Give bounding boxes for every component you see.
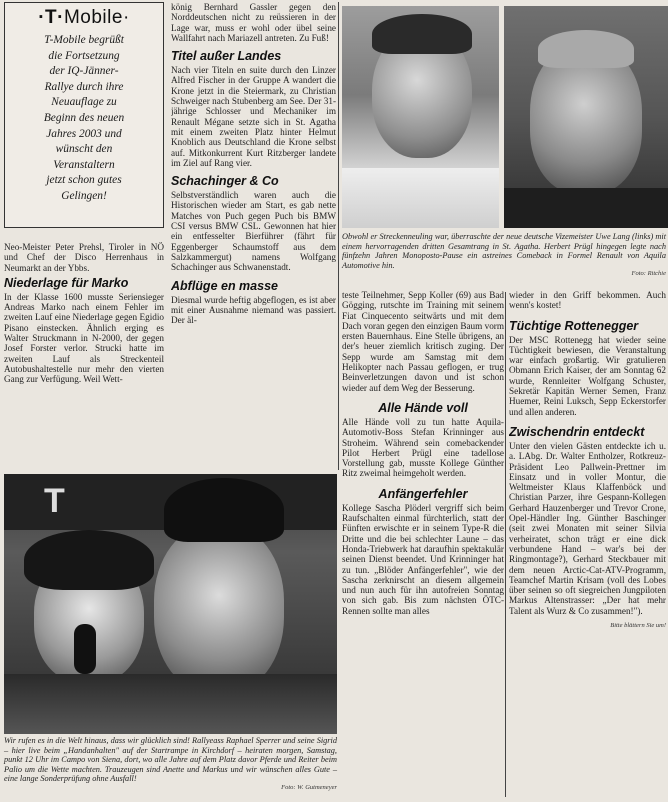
article-paragraph: Selbstverständlich waren auch die Historischen wieder am Start, es gab nette Matches von Puch gegen Puch bis BMW CSI versus BMW CSL. Gewonnen hat hier ein entfesselter Bierführer (fährt für Eggenberger Schaumstoff aus dem Salzkammergut) namens Wolfgang Schachinger aus Schwanenstadt. — [171, 190, 336, 273]
photo-uwe-lang — [342, 6, 499, 228]
article-paragraph: Unter den vielen Gästen entdeckte ich u. a. LAbg. Dr. Walter Entholzer, Rotkreuz-Präsident Leo Pallwein-Prettner im Einsatz und in voller Montur, die Weltmeister Klaus Klaffenböck und Christian Parzer, ihre Gespann-Kollegen Gerhard Hauzenberger und Trevor Crone, Opel-Händler Ing. Günther Baschinger (seit zwei Monaten mit seiner Silvia verheiratet, schon trägt er eine dick verbundene Hand – war's bei der Ringmontage?), Gerhard Steckbauer mit dem neuen Arctic-Cat-ATV-Programm, Teamchef Martin Krisam (voll des Lobes über seinen so oft siegreichen Jungpiloten Markus Altenstrasser: „Der hat mehr Talent als Wurz & Co zusammen!"). — [509, 440, 666, 616]
article-paragraph: teste Teilnehmer, Sepp Koller (69) aus Bad Gögging, rutschte im Training mit seinem Fiat Cinquecento seitwärts und mit dem Dach voran gegen den einzigen Baum vorm ersten Bauernhaus. Eine Stelle übrigens, an der's heuer ziemlich kritisch zuging. Der Sepp wurde am Samstag mit dem Helikopter nach Passau geflogen, er trug Beinverletzungen davon und ist schon wieder auf dem Weg der Besserung. — [342, 290, 504, 393]
article-paragraph: wieder in den Griff bekommen. Auch wenn's kostet! — [509, 290, 666, 311]
tmobile-line: der IQ-Jänner- — [49, 65, 119, 78]
tmobile-line: T-Mobile begrüßt — [44, 34, 124, 46]
tmobile-ad-box — [4, 2, 164, 228]
column-4 — [509, 290, 666, 800]
tmobile-line: jetzt schon gutes — [46, 174, 122, 187]
article-paragraph: Nach vier Titeln en suite durch den Linzer Alfred Fischer in der Gruppe A wandert die Krone jetzt in die Steiermark, zu Christian Schweiger nach Stubenberg am See. Der 31-jährige Schlosser und Mechaniker im Renault Mégane setzte sich in St. Agatha mit einem zweiten Platz hinter Helmut Knoblich aus Deutschland die Krone selbst auf. Mitkonkurrent Kurt Ritzberger landete im Ziel auf Rang vier. — [171, 65, 336, 168]
photo-caption: Wir rufen es in die Welt hinaus, dass wir glücklich sind! Rallyeass Raphael Sperrer und seine Sigrid – hier live beim „Handanhalten" auf der Startrampe in Kirchdorf – heiraten morgen, Samstag, punkt 12 Uhr im Campo von Siena, dort, wo alle Jahre auf dem Platz davor Pferde und Reiter beim Palio um die Wette machten. Trauzeugen sind Anette und Markus und wir wünschen alles Gute – eine lange Sonderprüfung ohne Ausfall! — [4, 736, 337, 784]
photo-credit: Foto: Ritchie — [631, 270, 666, 278]
article-paragraph: In der Klasse 1600 musste Seriensieger Andreas Marko nach einem Fehler im zweiten Lauf eine Niederlage gegen Egidio Pisano einstecken. Ähnlich erging es Walter Struckmann in N-2000, der gegen Josef Forster verlor. Strucki hatte im zweiten Lauf als Streckenteil Autobushaltestelle nur mehr den vierten Gang zur Verfügung. Weil Wett- — [4, 291, 164, 385]
photo-credit: Foto: W. Gutmeneyer — [281, 783, 337, 791]
photo-herbert-pruegl — [504, 6, 668, 228]
headline-alle-haende: Alle Hände voll — [378, 400, 468, 415]
tmobile-message — [9, 33, 159, 205]
photo-caption: Obwohl er Streckenneuling war, überraschte der neue deutsche Vizemeister Uwe Lang (links) mit einem hervorragenden dritten Gesamtrang in St. Agatha. Herbert Prügl hingegen legte nach fünfzehn Jahren Monoposto-Pause ein astreines Comeback in Formel Renault von Aquila Automotive hin. — [342, 232, 666, 270]
article-paragraph: könig Bernhard Gassler gegen den Norddeutschen nicht zu reüssieren in der Lage war, muss er wohl oder übel seine Wallfahrt nach Mariazell antreten. Zu Fuß! — [171, 2, 336, 43]
tmobile-line: Jahres 2003 und — [46, 127, 122, 140]
intro-paragraph: Neo-Meister Peter Prehsl, Tiroler in NÖ und Chef der Disco Herrenhaus in Neumarkt an der Ybbs. — [4, 242, 164, 273]
article-paragraph: Kollege Sascha Plöderl vergriff sich beim Raufschalten einmal fürchterlich, statt der Fünften erwischte er in seinem Type-R die Dritte und die bei schlechter Laune – das Honda-Triebwerk hat daraufhin spektakulär seinen Dienst beendet. Und Krinninger hat zu tun. „Blöder Anfängerfehler", wie der Sascha zerknirscht an diesem allgemein und nun auch für ihn autofreien Sonntag von sich gab. Bis zum nächsten ÖTC-Rennen sollte man alles — [342, 502, 504, 616]
tmobile-line: Gelingen! — [61, 189, 107, 202]
top-photo-caption-block — [342, 232, 666, 277]
headline-tuechtige: Tüchtige Rottenegger — [509, 318, 639, 333]
tmobile-line: Rallye durch ihre — [44, 80, 124, 93]
headline-titel: Titel außer Landes — [171, 49, 282, 64]
column-3 — [342, 290, 504, 800]
headline-schachinger: Schachinger & Co — [171, 174, 279, 189]
column-2 — [171, 2, 336, 472]
tmobile-line: Beginn des neuen — [43, 111, 125, 124]
tmobile-line: Neuauflage zu — [51, 96, 117, 109]
article-paragraph: Alle Hände voll zu tun hatte Aquila-Automotiv-Boss Stefan Krinninger aus Stroheim. Während sein comebackender Pilot Herbert Prügl eine tadellose Vorstellung gab, musste Kollege Günther Ritz zweimal heimgeholt werden. — [342, 416, 504, 479]
tmobile-line: die Fortsetzung — [48, 49, 120, 62]
column-1 — [4, 2, 164, 472]
tmobile-line: wünscht den — [55, 143, 113, 156]
photo-sperrer-couple: T — [4, 474, 337, 734]
bottom-photo-caption-block — [4, 736, 337, 791]
tmobile-logo-word: Mobile· — [63, 7, 130, 28]
column-divider — [505, 292, 506, 797]
headline-abfluege: Abflüge en masse — [171, 278, 278, 293]
headline-niederlage: Niederlage für Marko — [4, 275, 129, 290]
article-paragraph: Diesmal wurde heftig abgeflogen, es ist aber mit einer Ausnahme niemand was passiert. Der äl- — [171, 294, 336, 326]
article-paragraph: Der MSC Rottenegg hat wieder seine Tüchtigkeit bewiesen, die Veranstaltung war einfach großartig. Wir gratulieren Obmann Erich Kaiser, der am Sonntag 62 wurde, Rennleiter Wolfgang Schuster, Sekretär Kapitän Werner Semen, Franz Huemer, Reini Luksch, Sepp Eckerstorfer und allen anderen. — [509, 334, 666, 417]
column-divider — [338, 2, 339, 470]
tmobile-logo-t: ·T· — [38, 7, 64, 28]
tmobile-logo — [9, 7, 159, 29]
headline-zwischendrin: Zwischendrin entdeckt — [509, 424, 645, 439]
page-turn-note: Bitte blättern Sie um! — [610, 622, 666, 630]
tmobile-line: Veranstaltern — [53, 158, 115, 171]
headline-anfaengerfehler: Anfängerfehler — [378, 486, 468, 501]
